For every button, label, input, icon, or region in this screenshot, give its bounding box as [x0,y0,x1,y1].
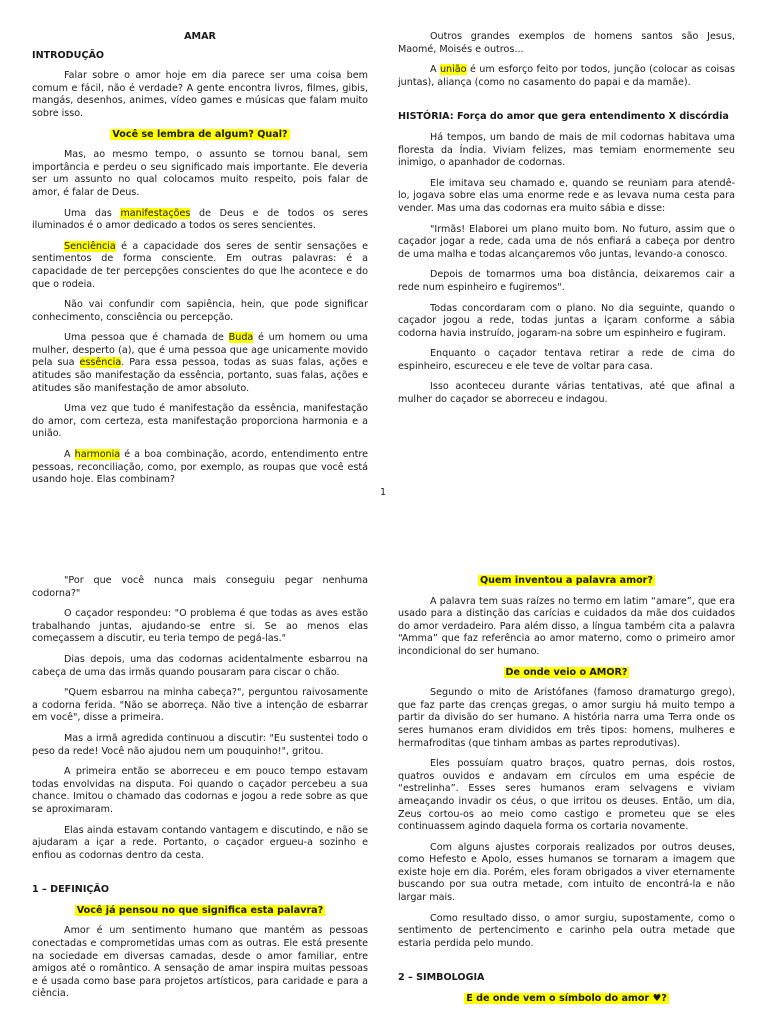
paragraph: "Por que você nunca mais conseguiu pegar nenhuma codorna?" [32,575,368,599]
paragraph: A primeira então se aborreceu e em pouco tempo estavam todas envolvidas na disputa. Foi quando o caçador percebeu a sua chance. Imitou o chamado das codornas e jogou a rede sobre as que se aproximaram. [32,766,368,815]
highlighted-question [32,905,368,918]
highlighted-term: manifestações [120,207,191,219]
page2-left-column [32,575,368,1009]
page-number: 1 [380,487,387,498]
paragraph: Outros grandes exemplos de homens santos são Jesus, Maomé, Moisés e outros... [398,31,735,55]
paragraph: Falar sobre o amor hoje em dia parece ser uma coisa bem comum e fácil, não é verdade? A gente encontra livros, filmes, gibis, mangás, desenhos, animes, vídeo games e músicas que falam muito sobre isso. [32,70,368,119]
highlighted-term: Buda [228,332,254,344]
text: é a boa combinação, acordo, entendimento entre pessoas, reconciliação, como, por exemplo, as roupas que você está usando hoje. Elas combinam? [32,449,368,486]
paragraph: Depois de tomarmos uma boa distância, deixaremos cair a rede num espinheiro e fugiremos". [398,269,735,293]
paragraph: A palavra tem suas raízes no termo em latim “amare”, que era usado para a distinção das carícias e cuidados da mãe dos cuidados do amor verdadeiro. Para além disso, a língua também cita a palavra “Amma” que faz referência ao amor materno, como o primeiro amor incondicional do ser humano. [398,595,735,657]
paragraph [32,241,368,291]
paragraph: Todas concordaram com o plano. No dia seguinte, quando o caçador jogou a rede, todas juntas a içaram conforme a sábia codorna havia instruído, jogaram-na sobre um espinheiro e fugiram. [398,302,735,339]
paragraph: Isso aconteceu durante várias tentativas, até que afinal a mulher do caçador se aborreceu e indagou. [398,381,735,406]
question-text: E de onde vem o símbolo do amor ♥? [466,993,667,1005]
document-title: AMAR [184,31,216,42]
paragraph: "Quem esbarrou na minha cabeça?", perguntou raivosamente a codorna ferida. "Não se aborreça. Não tive a intenção de esbarrar em você", disse a primeira. [32,687,368,724]
intro-heading: INTRODUÇÃO [32,49,105,61]
highlighted-question [398,667,735,680]
text: Uma pessoa que é chamada de [64,332,229,344]
paragraph: Amor é um sentimento humano que mantém as pessoas conectadas e comprometidas umas com as outras. Ele está presente na sociedade em diversas camadas, desde o amor familiar, entre amigos até o romântico. A sensação de amar inspira muitas pessoas e é usada como base para projetos artísticos, para caridade e para a ciência. [32,925,368,1000]
definition-heading: 1 – DEFINIÇÃO [32,884,110,896]
text: é um homem ou uma mulher, desperto (a), que é uma pessoa que age unicamente movido pela sua [32,332,368,369]
text: A [430,64,440,76]
page2-right-column [398,575,735,1014]
page-gap [0,505,768,565]
paragraph: Com alguns ajustes corporais realizados por outros deuses, como Hefesto e Apolo, esses humanos se tornaram a imagem que existe hoje em dia. Porém, eles foram obrigados a viver eternamente buscando por sua outra metade, com intuito de encontrá-la e não largar mais. [398,841,735,904]
question-text: Quem inventou a palavra amor? [480,575,653,586]
spacer [398,958,735,972]
highlighted-question [398,575,735,588]
highlighted-question [398,993,735,1006]
highlighted-term: harmonia [74,449,121,461]
paragraph: O caçador respondeu: "O problema é que todas as aves estão trabalhando juntas, ajudando-se entre si. Se ao menos elas começassem a discutir, eu teria tempo de pegá-las." [32,608,368,645]
paragraph [32,449,368,487]
paragraph: Não vai confundir com sapiência, hein, que pode significar conhecimento, consciência ou percepção. [32,299,368,323]
paragraph: Segundo o mito de Aristófanes (famoso dramaturgo grego), que faz parte das crenças gregas, o amor surgiu há muito tempo a partir da divisão do ser humano. A história narra uma Terra onde os seres humanos eram divididos em três tipos: homens, mulheres e hermafroditas (que tinham ambas as partes reprodutivas). [398,687,735,749]
highlighted-question [32,129,368,142]
spacer [32,870,368,884]
text: A [64,449,75,461]
text: Uma das [64,207,121,219]
question-text: De onde veio o AMOR? [505,666,628,678]
paragraph: Uma vez que tudo é manifestação da essência, manifestação do amor, com certeza, esta manifestação proporciona harmonia e a união. [32,403,368,440]
spacer [398,97,735,111]
paragraph: "Irmãs! Elaborei um plano muito bom. No futuro, assim que o caçador jogar a rede, cada uma de nós enfiará a cabeça por dentro de uma malha e todas alcançaremos vôo juntas, levando-a conosco. [398,223,735,260]
text: é a capacidade dos seres de sentir sensações e sentimentos de forma consciente. Em outras palavras: é a capacidade de ter percepções conscientes do que lhe acontece e do que o rodeia. [32,240,368,290]
paragraph: Mas a irmã agredida continuou a discutir: "Eu sustentei todo o peso da rede! Você não ajudou nem um pouquinho!", gritou. [32,732,368,757]
text: de Deus e de todos os seres iluminados é o amor dedicado a todos os seres sencientes. [32,207,368,232]
text: . Para essa pessoa, todas as suas falas, ações e atitudes são manifestação da essência, portanto, suas falas, ações e atitudes são manifestação de amor absoluto. [32,357,368,394]
paragraph: Há tempos, um bando de mais de mil codornas habitava uma floresta da Índia. Viviam felizes, mas temiam enormemente seu inimigo, o apanhador de codornas. [398,131,735,169]
text: é um esforço feito por todos, junção (colocar as coisas juntas), aliança (como no casamento do papai e da mamãe). [398,64,735,88]
symbology-heading: 2 – SIMBOLOGIA [398,972,485,984]
paragraph: Elas ainda estavam contando vantagem e discutindo, e não se ajudaram a içar a rede. Portanto, o caçador ergueu-a sozinho e enfiou as codornas dentro da cesta. [32,824,368,861]
highlighted-term: união [439,64,467,76]
highlighted-term: essência [79,357,122,369]
paragraph [32,332,368,395]
history-heading: HISTÓRIA: Força do amor que gera entendimento X discórdia [398,111,729,123]
paragraph: Ele imitava seu chamado e, quando se reuniam para atendê-lo, jogava sobre elas uma enorme rede e as levava numa cesta para vender. Mas uma das codornas era muito sábia e disse: [398,177,735,214]
paragraph: Dias depois, uma das codornas acidentalmente esbarrou na cabeça de uma das irmãs quando pousaram para ciscar o chão. [32,653,368,678]
question-text: Você se lembra de algum? Qual? [112,128,288,140]
paragraph: Como resultado disso, o amor surgiu, supostamente, como o sentimento de pertencimento e carinho pela outra metade que estaria perdida pelo mundo. [398,912,735,949]
paragraph: Mas, ao mesmo tempo, o assunto se tornou banal, sem importância e perdeu o seu significado mais importante. Ele deveria ser um assunto no qual colocamos muito respeito, pois falar de amor, é falar de Deus. [32,149,368,198]
highlighted-term: Senciência [64,240,116,252]
page1-right-column [398,31,735,415]
paragraph: Enquanto o caçador tentava retirar a rede de cima do espinheiro, escureceu e ele teve de voltar para casa. [398,348,735,372]
question-text: Você já pensou no que significa esta palavra? [76,904,324,916]
page1-left-column [32,31,368,495]
paragraph: Eles possuíam quatro braços, quatro pernas, dois rostos, quatros ouvidos e andavam em círculos em uma espécie de “estrelinha”. Esses seres humanos eram selvagens e viviam ameaçando invadir os céus, o que irritou os deuses. Então, um dia, Zeus cortou-os ao meio como castigo e prometeu que se eles continuassem agindo daquela forma os cortaria novamente. [398,758,735,833]
paragraph [398,64,735,89]
paragraph [32,208,368,233]
